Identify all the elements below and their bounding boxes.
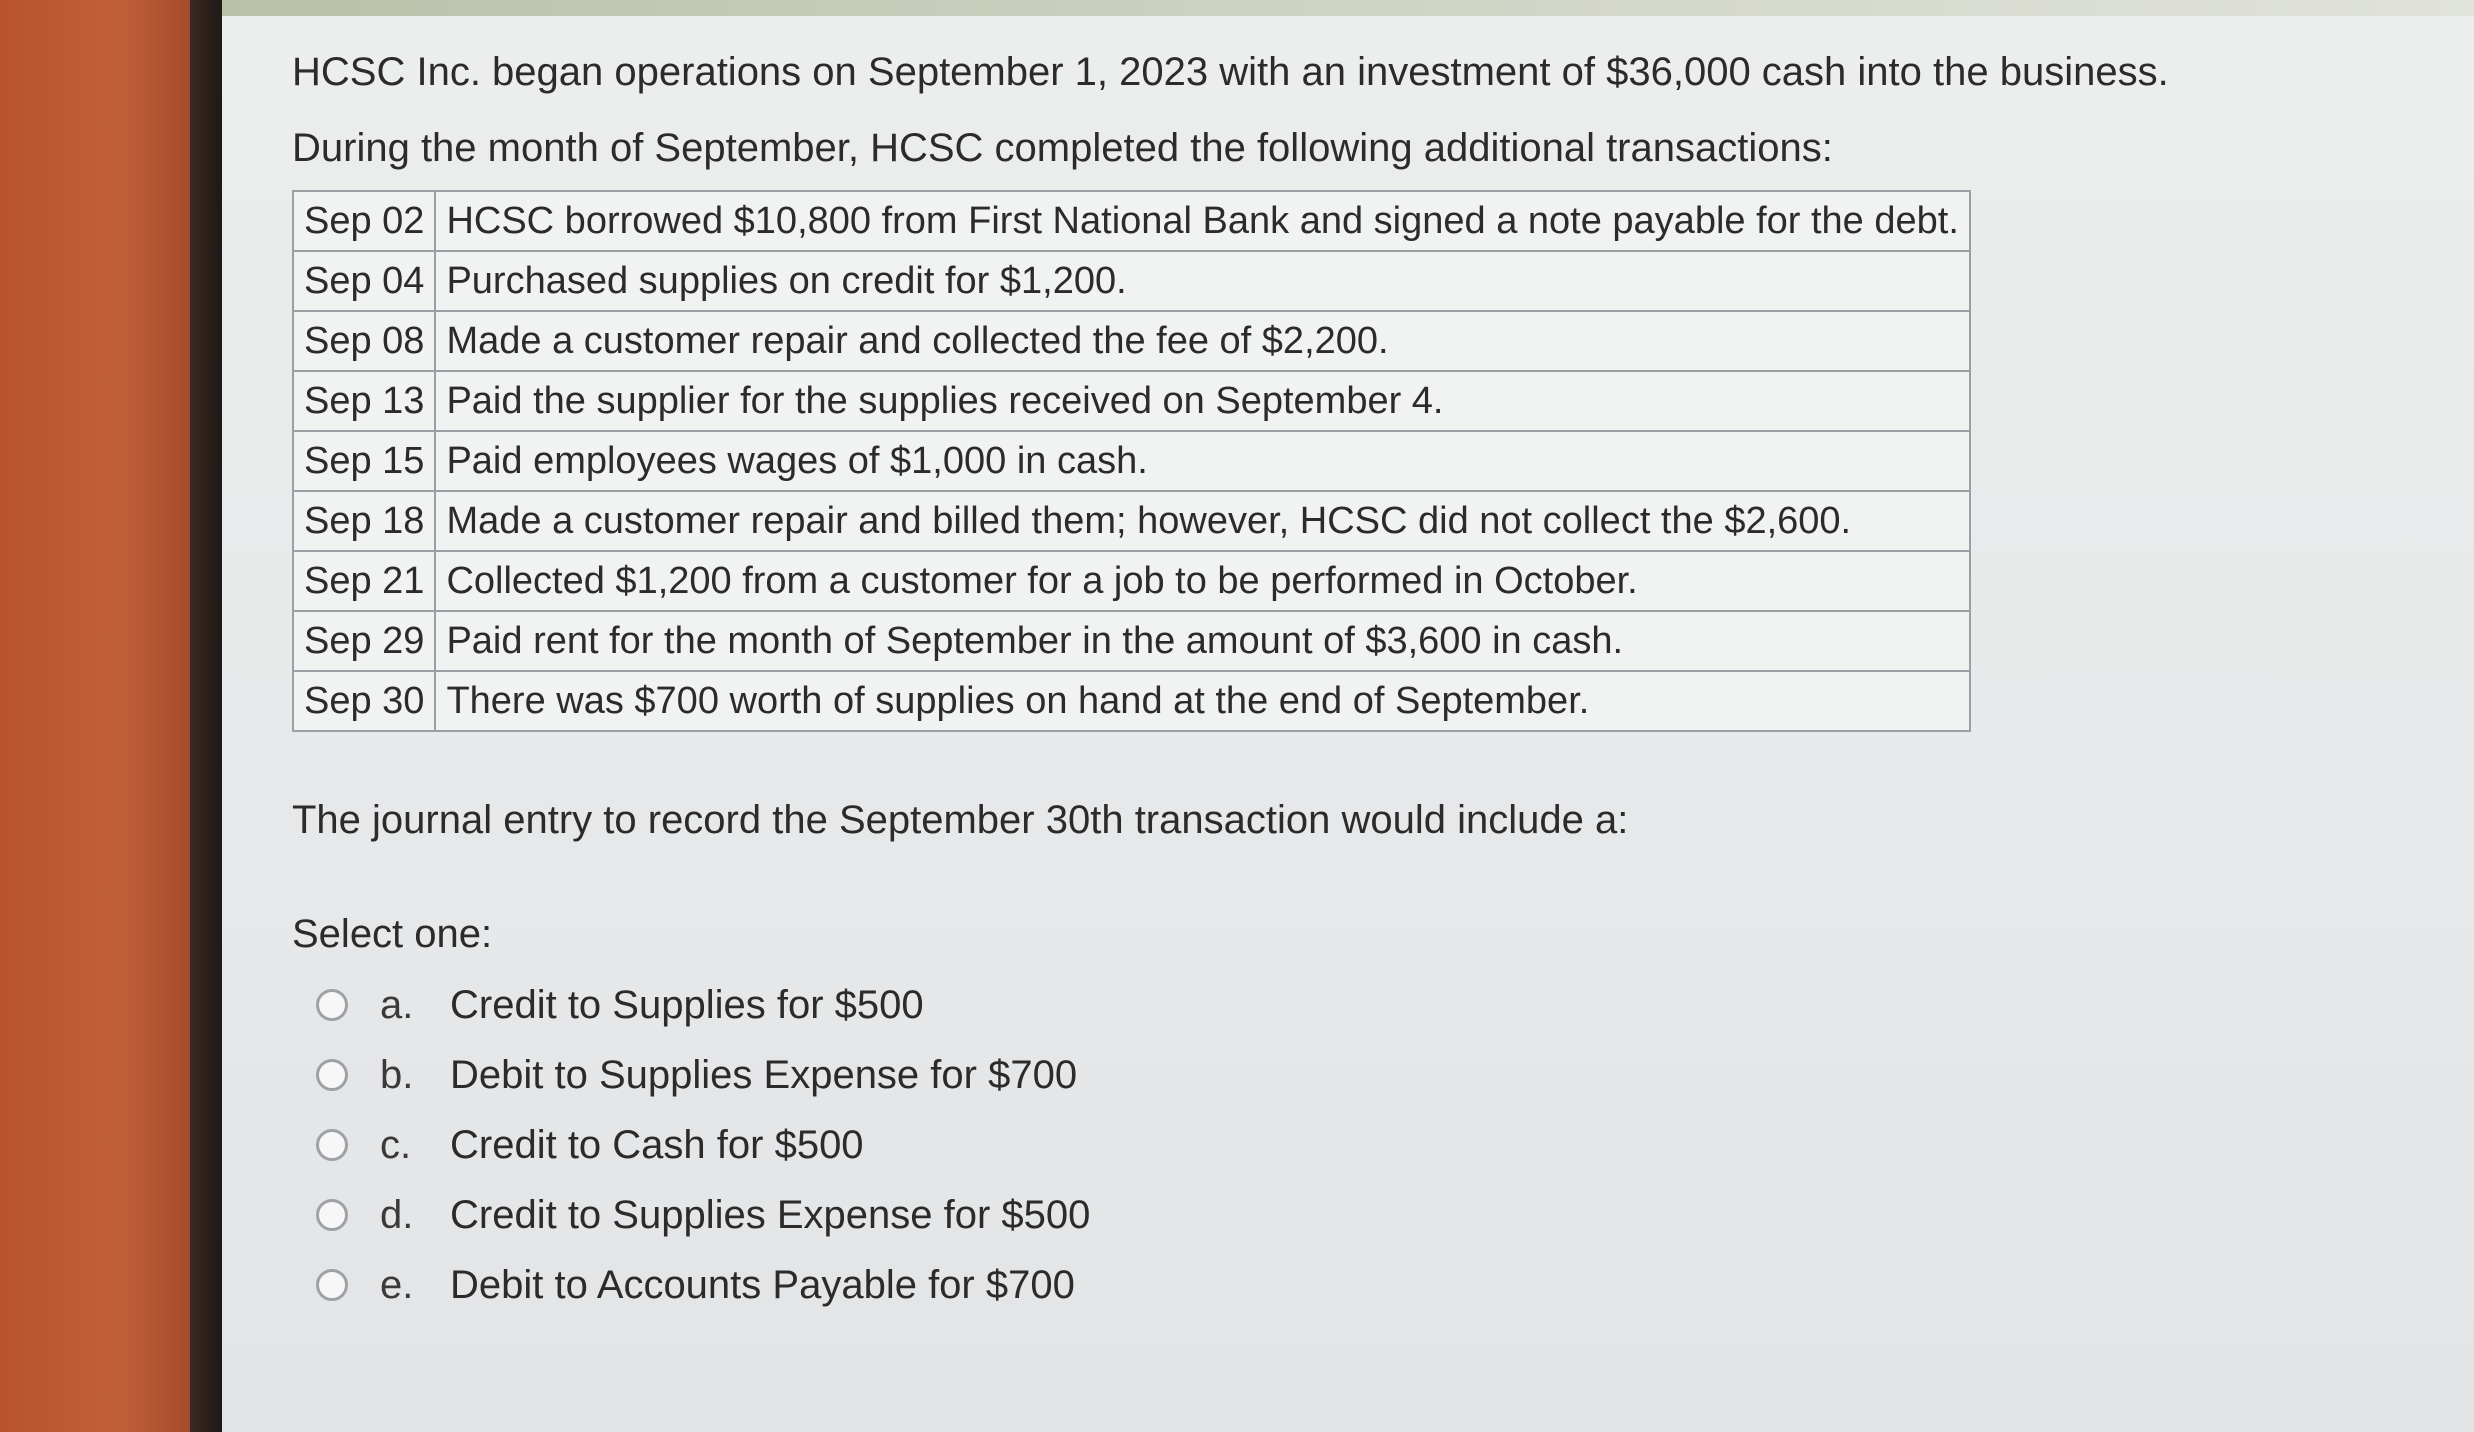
transaction-date: Sep 30 <box>293 671 435 731</box>
radio-button[interactable] <box>316 1269 348 1301</box>
option-text: Debit to Accounts Payable for $700 <box>450 1262 1075 1307</box>
option-text: Debit to Supplies Expense for $700 <box>450 1052 1078 1097</box>
transaction-description: Made a customer repair and collected the fee of $2,200. <box>435 311 1969 371</box>
radio-button[interactable] <box>316 1199 348 1231</box>
question-content <box>292 44 2392 1320</box>
desk-background <box>0 0 215 1432</box>
transaction-date: Sep 18 <box>293 491 435 551</box>
table-row <box>293 371 1970 431</box>
table-row <box>293 191 1970 251</box>
transaction-description: Paid the supplier for the supplies received on September 4. <box>435 371 1969 431</box>
answer-option-a[interactable] <box>316 970 2392 1040</box>
table-row <box>293 311 1970 371</box>
intro-line-2: During the month of September, HCSC completed the following additional transactions: <box>292 126 1833 170</box>
transaction-description: HCSC borrowed $10,800 from First National Bank and signed a note payable for the debt. <box>435 191 1969 251</box>
table-row <box>293 431 1970 491</box>
transaction-date: Sep 08 <box>293 311 435 371</box>
table-row <box>293 491 1970 551</box>
table-row <box>293 551 1970 611</box>
select-one-label: Select one: <box>292 912 493 956</box>
table-row <box>293 611 1970 671</box>
radio-button[interactable] <box>316 1129 348 1161</box>
intro-line-1: HCSC Inc. began operations on September 1, 2023 with an investment of $36,000 cash into the business. <box>292 50 2169 94</box>
transaction-date: Sep 02 <box>293 191 435 251</box>
option-letter: b. <box>380 1052 414 1097</box>
transaction-date: Sep 21 <box>293 551 435 611</box>
answer-option-b[interactable] <box>316 1040 2392 1110</box>
transaction-description: Paid employees wages of $1,000 in cash. <box>435 431 1969 491</box>
transaction-description: There was $700 worth of supplies on hand at the end of September. <box>435 671 1969 731</box>
transaction-description: Purchased supplies on credit for $1,200. <box>435 251 1969 311</box>
answer-options <box>316 970 2392 1320</box>
option-letter: a. <box>380 982 414 1027</box>
option-text: Credit to Supplies for $500 <box>450 982 924 1027</box>
table-row <box>293 671 1970 731</box>
transactions-table <box>292 190 1971 732</box>
option-text: Credit to Cash for $500 <box>450 1122 864 1167</box>
transaction-date: Sep 13 <box>293 371 435 431</box>
table-row <box>293 251 1970 311</box>
top-strip <box>222 0 2474 16</box>
transaction-description: Collected $1,200 from a customer for a job to be performed in October. <box>435 551 1969 611</box>
radio-button[interactable] <box>316 1059 348 1091</box>
transaction-date: Sep 04 <box>293 251 435 311</box>
transaction-description: Paid rent for the month of September in the amount of $3,600 in cash. <box>435 611 1969 671</box>
answer-option-e[interactable] <box>316 1250 2392 1320</box>
transaction-date: Sep 29 <box>293 611 435 671</box>
question-text: The journal entry to record the September 30th transaction would include a: <box>292 798 1629 842</box>
answer-option-d[interactable] <box>316 1180 2392 1250</box>
radio-button[interactable] <box>316 989 348 1021</box>
option-letter: d. <box>380 1192 414 1237</box>
option-letter: e. <box>380 1262 414 1307</box>
answer-option-c[interactable] <box>316 1110 2392 1180</box>
transaction-description: Made a customer repair and billed them; however, HCSC did not collect the $2,600. <box>435 491 1969 551</box>
transaction-date: Sep 15 <box>293 431 435 491</box>
screen <box>222 0 2474 1432</box>
option-text: Credit to Supplies Expense for $500 <box>450 1192 1091 1237</box>
option-letter: c. <box>380 1122 412 1167</box>
